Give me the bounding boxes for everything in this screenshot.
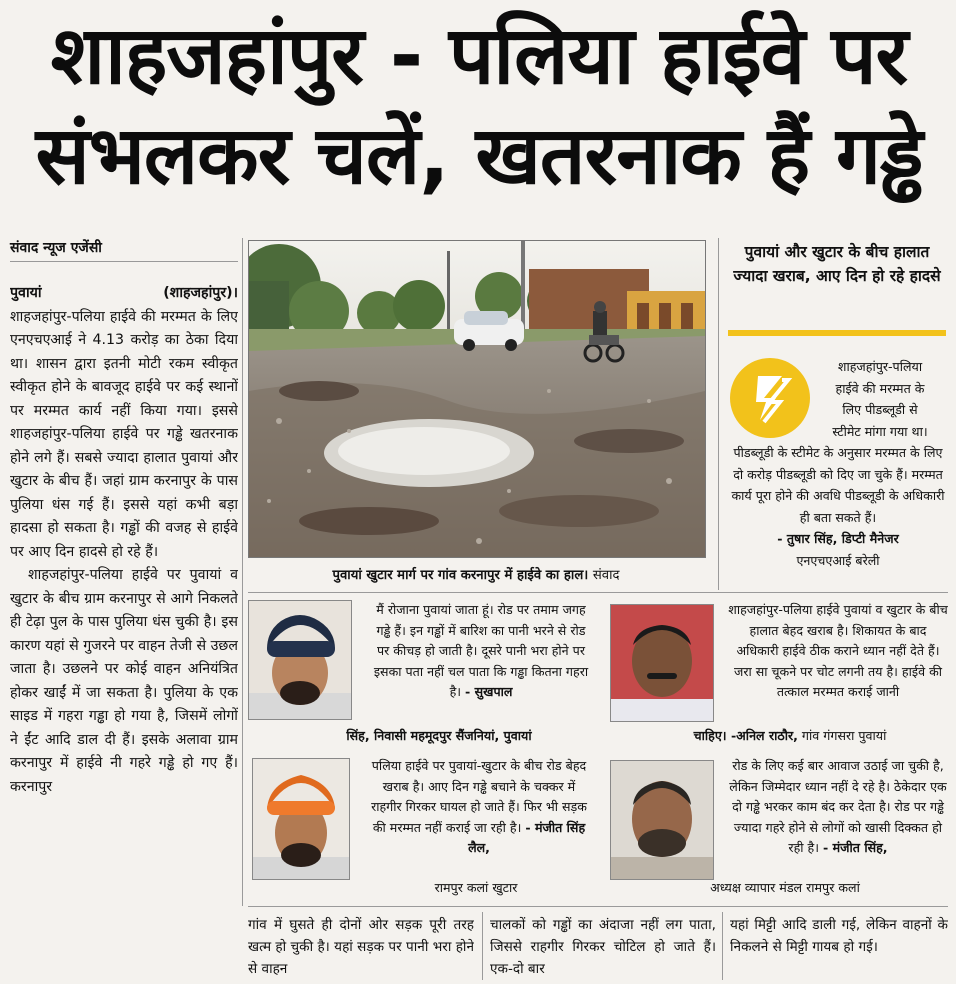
quote-name-cont: अध्यक्ष व्यापार मंडल रामपुर कलां [710,880,860,895]
road-photo-illustration [249,241,705,557]
main-article-column [10,282,238,982]
headline [14,8,944,208]
quote-manjeet-affiliation [660,878,910,898]
sidebar-signature: - तुषार सिंह, डिप्टी मैनेजर [777,531,899,546]
person-photo-anil [610,604,714,722]
column-divider [482,912,483,980]
photo-caption-text: पुवायां खुटार मार्ग पर गांव करनापुर में हाईवे का हाल। [332,568,589,583]
sidebar-line: शाहजहांपुर-पलिया [837,359,923,374]
sidebar-accent-bar [728,330,946,336]
quote-anil-affiliation [640,726,940,746]
bottom-column-2: चालकों को गड्ढों का अंदाजा नहीं लग पाता, जिससे राहगीर गिरकर चोटिल हो जाते हैं। एक-दो बार [490,917,716,977]
column-divider [718,238,719,590]
quote-name: चाहिए। -अनिल राठौर, [693,728,798,743]
quote-text: पलिया हाईवे पर पुवायां-खुटार के बीच रोड बेहद खराब है। आए दिन गड्ढे बचाने के चक्कर में राहगीर गिरकर घायल हो जाते हैं। फिर भी सड़क की मरम्मत नहीं कराई जा रही है। [371,758,587,835]
headline-line-2: संभलकर चलें, खतरनाक हैं गड्ढे [35,109,923,202]
bottom-column-1: गांव में घुसते ही दोनों ओर सड़क पूरी तरह खत्म हो चुकी है। यहां सड़क पर पानी भरा होने से वाहन [248,917,474,977]
sidebar-body [728,356,948,571]
person-photo-sukhpal [248,600,352,720]
quote-text: शाहजहांपुर-पलिया हाईवे पुवायां व खुटार के बीच हालात बेहद खराब है। शिकायत के बाद अधिकारी हाईवे ठीक कराने ध्यान नहीं देते हैं। जरा सा चूकने पर चोट लगनी तय है। हाईवे की तत्काल मरम्मत कराई जानी [728,602,948,699]
sidebar-signature-org: एनएचएआई बरेली [796,552,880,568]
quote-manjeet [728,756,948,860]
sidebar-line: हाईवे की मरम्मत के [835,380,925,396]
headline-line-1: शाहजहांपुर - पलिया हाईवे पर [50,9,908,102]
quote-sukhpal [370,600,592,728]
sidebar-headline: पुवायां और खुटार के बीच हालात ज्यादा खराब, आए दिन हो रहे हादसे [733,243,941,285]
section-divider [248,592,948,593]
bottom-column-3: यहां मिट्टी आदि डाली गई, लेकिन वाहनों के निकलने से मिट्टी गायब हो गई। [730,917,948,955]
sidebar-text: पीडब्लूडी के स्टीमेट के अनुसार मरम्मत के लिए दो करोड़ पीडब्लूडी को दिए जा चुके हैं। मरम्मत कार्य पूरा होने की अवधि पीडब्लूडी के अधिकारी ही बता सकते हैं। [731,445,945,525]
dateline [10,282,238,306]
person-photo-manjeet-lail [252,758,350,880]
quote-anil [728,600,948,728]
quote-text: मैं रोजाना पुवायां जाता हूं। रोड पर तमाम जगह गड्ढे हैं। इन गड्ढों में बारिश का पानी भरने से रोड पर कीचड़ हो जाती है। दूसरे पानी भरा होने पर इसका पता नहीं चल पाता कि गड्ढा कितना गहरा है। [373,602,589,699]
quote-manjeet-lail [366,756,592,860]
section-divider [248,906,948,907]
column-divider [242,238,243,906]
sidebar-line: लिए पीडब्लूडी से [842,402,918,417]
quote-name-cont: सिंह, निवासी महमूदपुर सैंजनियां, पुवायां [346,728,532,743]
quote-sukhpal-affiliation [282,726,596,746]
dateline-place: पुवायां [10,285,42,301]
quote-name: - मंजीत सिंह, [823,840,888,855]
quote-name-cont: गांव गंगसरा पुवायां [801,728,887,743]
road-photo [248,240,706,558]
column-divider [722,912,723,980]
photo-caption [248,565,704,583]
dateline-district: (शाहजहांपुर)। [163,285,238,301]
article-paragraph: शाहजहांपुर-पलिया हाईवे पर पुवायां व खुटार के बीच ग्राम करनापुर से आगे निकलते ही टेढ़ा पुल के पास पुलिया धंस चुकी है। इस कारण यहां से गुजरने पर वाहन तेजी से उछल जाता है। उछलने पर कोई वाहन अनियंत्रित होकर खाईं में जा सकता है। पुलिया के एक साइड में गहरा गड्ढा हो गया है, जिसमें लोगों ने ईंट आदि डाल दी हैं। इसके अलावा ग्राम करनापुर में हाईवे नी गहरे गड्ढे हो गए हैं। करनापुर [10,567,238,795]
quote-manjeet-lail-affiliation [366,878,586,898]
quote-name: - सुखपाल [465,684,513,699]
sidebar-line: स्टीमेट मांगा गया था। [832,423,928,439]
quote-name-cont: रामपुर कलां खुटार [434,880,518,895]
person-photo-manjeet [610,760,714,880]
quote-text: रोड के लिए कई बार आवाज उठाई जा चुकी है, लेकिन जिम्मेदार ध्यान नहीं दे रहे है। ठेकेदार एक दो गड्ढे भरकर काम बंद कर देता है। रोड पर गड्ढे ज्यादा गहरे होने से लोगों को खासी दिक्कत हो रही है। [729,758,947,855]
photo-credit: संवाद [592,568,620,583]
byline: संवाद न्यूज एजेंसी [10,238,238,262]
article-paragraph: शाहजहांपुर-पलिया हाईवे की मरम्मत के लिए एनएचएआई ने 4.13 करोड़ का ठेका दिया था। शासन द्वारा इतनी मोटी रकम स्वीकृत स्वीकृत होने के बावजूद हाईवे पर कई स्थानों पर मरम्मत कार्य नहीं किया गया। इससे शाहजहांपुर-पलिया हाईवे पर गड्ढे खतरनाक होने लगे हैं। सबसे ज्यादा हालात पुवायां और खुटार के बीच हैं। जहां ग्राम करनापुर के पास पुलिया धंस गई हैं। इससे यहां कभी बड़ा हादसा हो सकता है। गड्ढों की वजह से हाईवे पर आए दिन हादसे हो रहे हैं। [10,308,238,560]
quote-name: - मंजीत सिंह लैल, [468,819,586,855]
